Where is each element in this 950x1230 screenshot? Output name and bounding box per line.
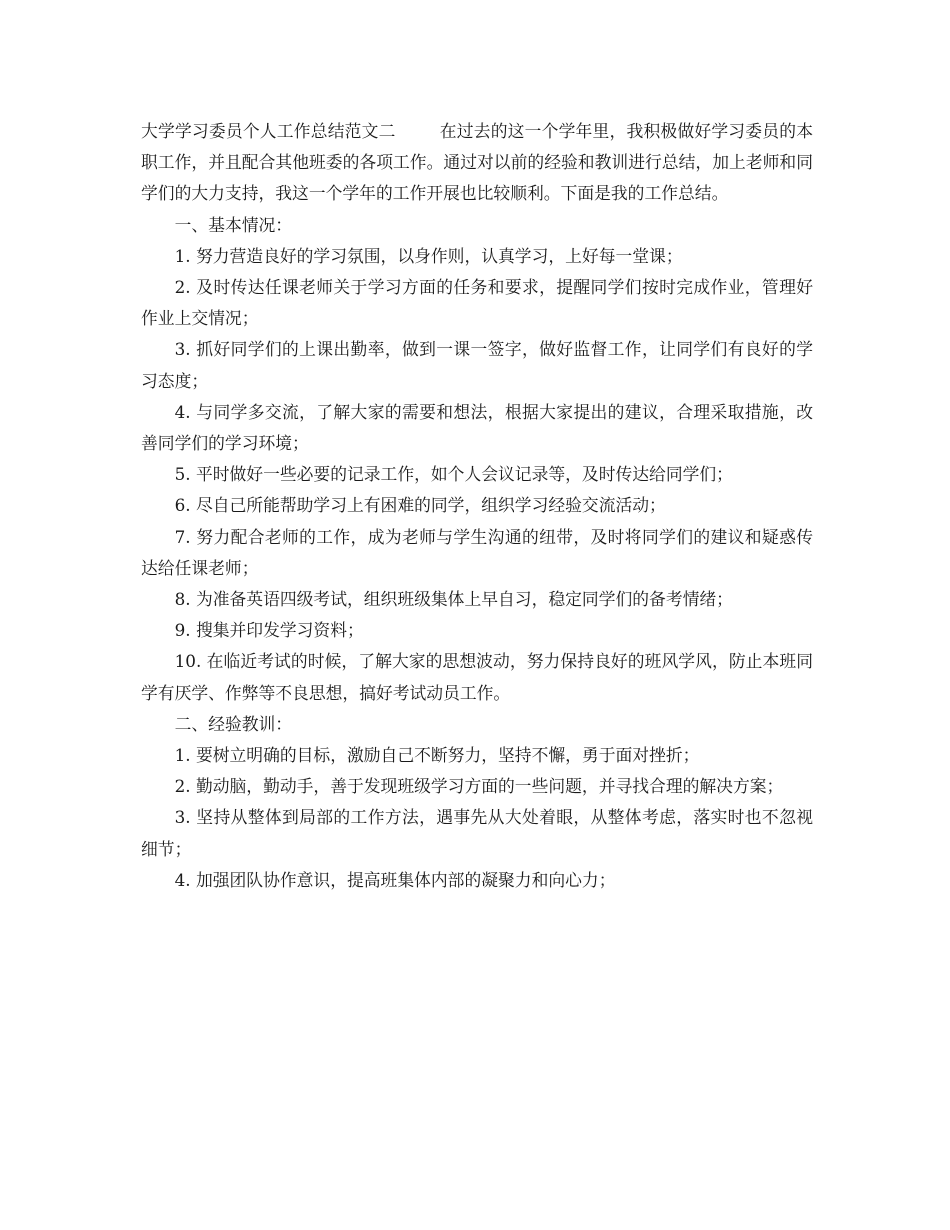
list-item: 1. 努力营造良好的学习氛围，以身作则，认真学习，上好每一堂课；: [174, 245, 683, 266]
title-paragraph: [141, 116, 813, 210]
list-item: 1. 要树立明确的目标，激励自己不断努力，坚持不懈，勇于面对挫折；: [174, 745, 700, 766]
list-item: 4. 与同学多交流，了解大家的需要和想法，根据大家提出的建议，合理采取措施，改善同学们的学习环境；: [141, 401, 813, 454]
document-body: [141, 116, 813, 896]
section-heading-basic: 一、基本情况：: [174, 214, 293, 235]
list-item: 2. 及时传达任课老师关于学习方面的任务和要求，提醒同学们按时完成作业，管理好作业上交情况；: [141, 277, 813, 329]
intro-text: 在过去的这一个学年里，我积极做好学习委员的本职工作，并且配合其他班委的各项工作。通过对以前的经验和教训进行总结，加上老师和同学们的大力支持，我这一个学年的工作开展也比较顺利。下面是我的工作总结。: [141, 121, 813, 204]
list-item: 4. 加强团队协作意识，提高班集体内部的凝聚力和向心力；: [174, 869, 616, 890]
list-item: 8. 为准备英语四级考试，组织班级集体上早自习，稳定同学们的备考情绪；: [174, 589, 733, 610]
list-item: 3. 抓好同学们的上课出勤率，做到一课一签字，做好监督工作，让同学们有良好的学习态度；: [141, 339, 813, 391]
section-heading-lessons: 二、经验教训：: [174, 713, 293, 734]
list-item: 6. 尽自己所能帮助学习上有困难的同学，组织学习经验交流活动；: [174, 495, 666, 516]
list-item: 2. 勤动脑，勤动手，善于发现班级学习方面的一些问题，并寻找合理的解决方案；: [174, 776, 784, 797]
list-item: 7. 努力配合老师的工作，成为老师与学生沟通的纽带，及时将同学们的建议和疑惑传达给任课老师；: [141, 526, 813, 578]
list-item: 10. 在临近考试的时候，了解大家的思想波动，努力保持良好的班风学风，防止本班同学有厌学、作弊等不良思想，搞好考试动员工作。: [141, 651, 813, 703]
document-title: 大学学习委员个人工作总结范文二: [141, 121, 396, 141]
list-item: 3. 坚持从整体到局部的工作方法，遇事先从大处着眼，从整体考虑，落实时也不忽视细节；: [141, 807, 813, 859]
list-item: 5. 平时做好一些必要的记录工作，如个人会议记录等，及时传达给同学们；: [174, 464, 733, 485]
list-item: 9. 搜集并印发学习资料；: [174, 620, 364, 641]
